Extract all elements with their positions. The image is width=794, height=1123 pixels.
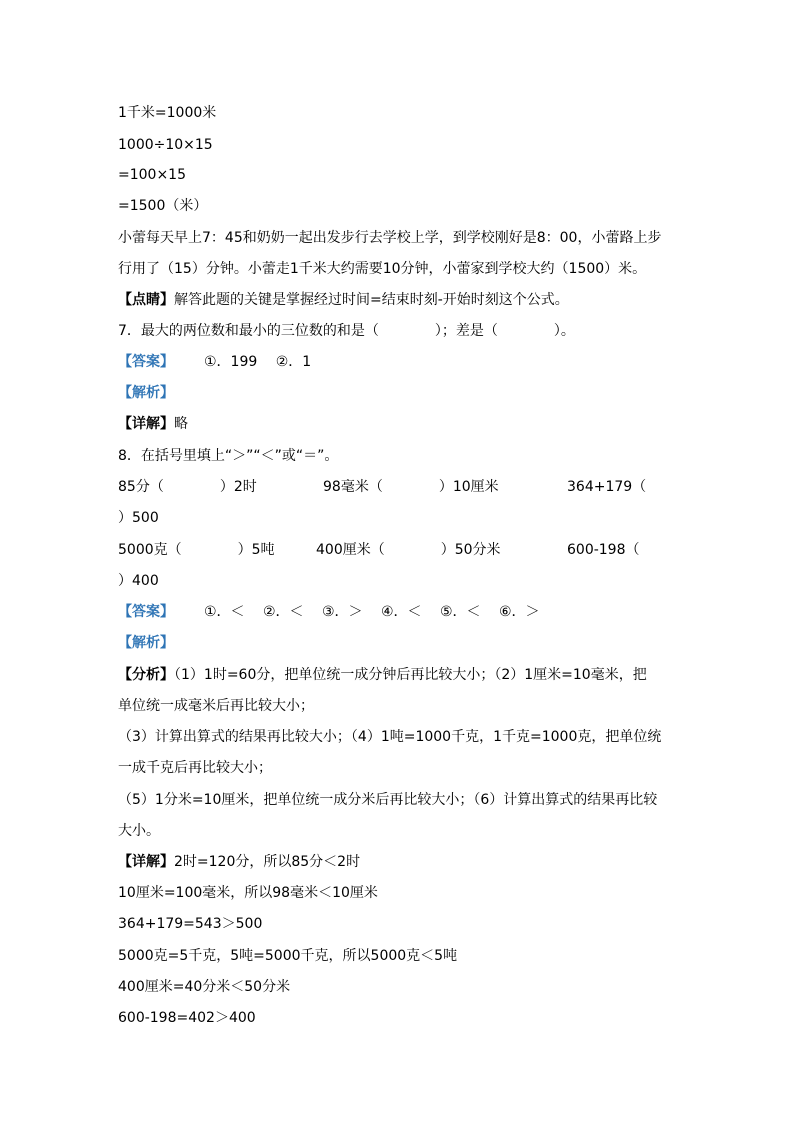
analysis-line — [118, 665, 647, 685]
q8-item: 98毫米（ ）10厘米 — [323, 479, 499, 495]
detail-tag: 【详解】 — [118, 416, 174, 432]
question-7: 7．最大的两位数和最小的三位数的和是（ ）；差是（ ）。 — [118, 323, 575, 339]
q8-item: 5000克（ ）5吨 — [118, 542, 275, 558]
question-8: 8．在括号里填上“＞”“＜”或“＝”。 — [118, 448, 339, 464]
text-line: 1千米=1000米 — [118, 105, 217, 121]
answer-text: ①．199 ②．1 — [204, 354, 312, 370]
text-line: 1000÷10×15 — [118, 137, 213, 153]
answer-tag: 【答案】 — [118, 354, 174, 370]
dianjing-tag: 【点睛】 — [118, 292, 174, 308]
q8-item: 85分（ ）2时 — [118, 479, 257, 495]
q7-answer-line — [118, 352, 311, 372]
jiexi-tag: 【解析】 — [118, 635, 174, 651]
q7-detail-line — [118, 414, 188, 434]
analysis-line: 单位统一成毫米后再比较大小； — [118, 698, 314, 714]
analysis-line: （5）1分米=10厘米，把单位统一成分米后再比较大小；（6）计算出算式的结果再比较 — [118, 792, 658, 808]
detail-line: 400厘米=40分米＜50分米 — [118, 979, 291, 995]
analysis-text: （1）1时=60分，把单位统一成分钟后再比较大小；（2）1厘米=10毫米，把 — [174, 667, 647, 683]
text-line: =1500（米） — [118, 198, 208, 214]
analysis-line: 一成千克后再比较大小； — [118, 760, 272, 776]
detail-tag: 【详解】 — [118, 854, 174, 870]
detail-text: 略 — [174, 416, 188, 432]
text-line: 小蕾每天早上7：45和奶奶一起出发步行去学校上学，到学校刚好是8：00，小蕾路上步 — [118, 230, 662, 246]
detail-line: 364+179=543＞500 — [118, 916, 263, 932]
detail-text: 2时=120分，所以85分＜2时 — [174, 854, 361, 870]
q8-item: ）500 — [118, 510, 159, 526]
answer-text: ①．＜ ②．＜ ③．＞ ④．＜ ⑤．＜ ⑥．＞ — [204, 604, 540, 620]
analysis-line: （3）计算出算式的结果再比较大小；（4）1吨=1000千克，1千克=1000克，把单位统 — [118, 729, 662, 745]
q8-answer-line — [118, 602, 540, 622]
dianjing-text: 解答此题的关键是掌握经过时间=结束时刻-开始时刻这个公式。 — [174, 292, 569, 308]
analysis-line: 大小。 — [118, 823, 160, 839]
detail-line: 5000克=5千克，5吨=5000千克，所以5000克＜5吨 — [118, 948, 458, 964]
q8-item: 600-198（ — [567, 542, 640, 558]
q8-item: ）400 — [118, 573, 159, 589]
detail-line — [118, 852, 360, 872]
detail-line: 600-198=402＞400 — [118, 1010, 256, 1026]
q8-item: 364+179（ — [567, 479, 647, 495]
jiexi-tag: 【解析】 — [118, 385, 174, 401]
dianjing-line — [118, 290, 569, 310]
text-line: =100×15 — [118, 167, 186, 183]
answer-tag: 【答案】 — [118, 604, 174, 620]
q8-item: 400厘米（ ）50分米 — [316, 542, 501, 558]
text-line: 行用了（15）分钟。小蕾走1千米大约需要10分钟，小蕾家到学校大约（1500）米。 — [118, 261, 647, 277]
analysis-tag: 【分析】 — [118, 667, 174, 683]
detail-line: 10厘米=100毫米，所以98毫米＜10厘米 — [118, 885, 378, 901]
